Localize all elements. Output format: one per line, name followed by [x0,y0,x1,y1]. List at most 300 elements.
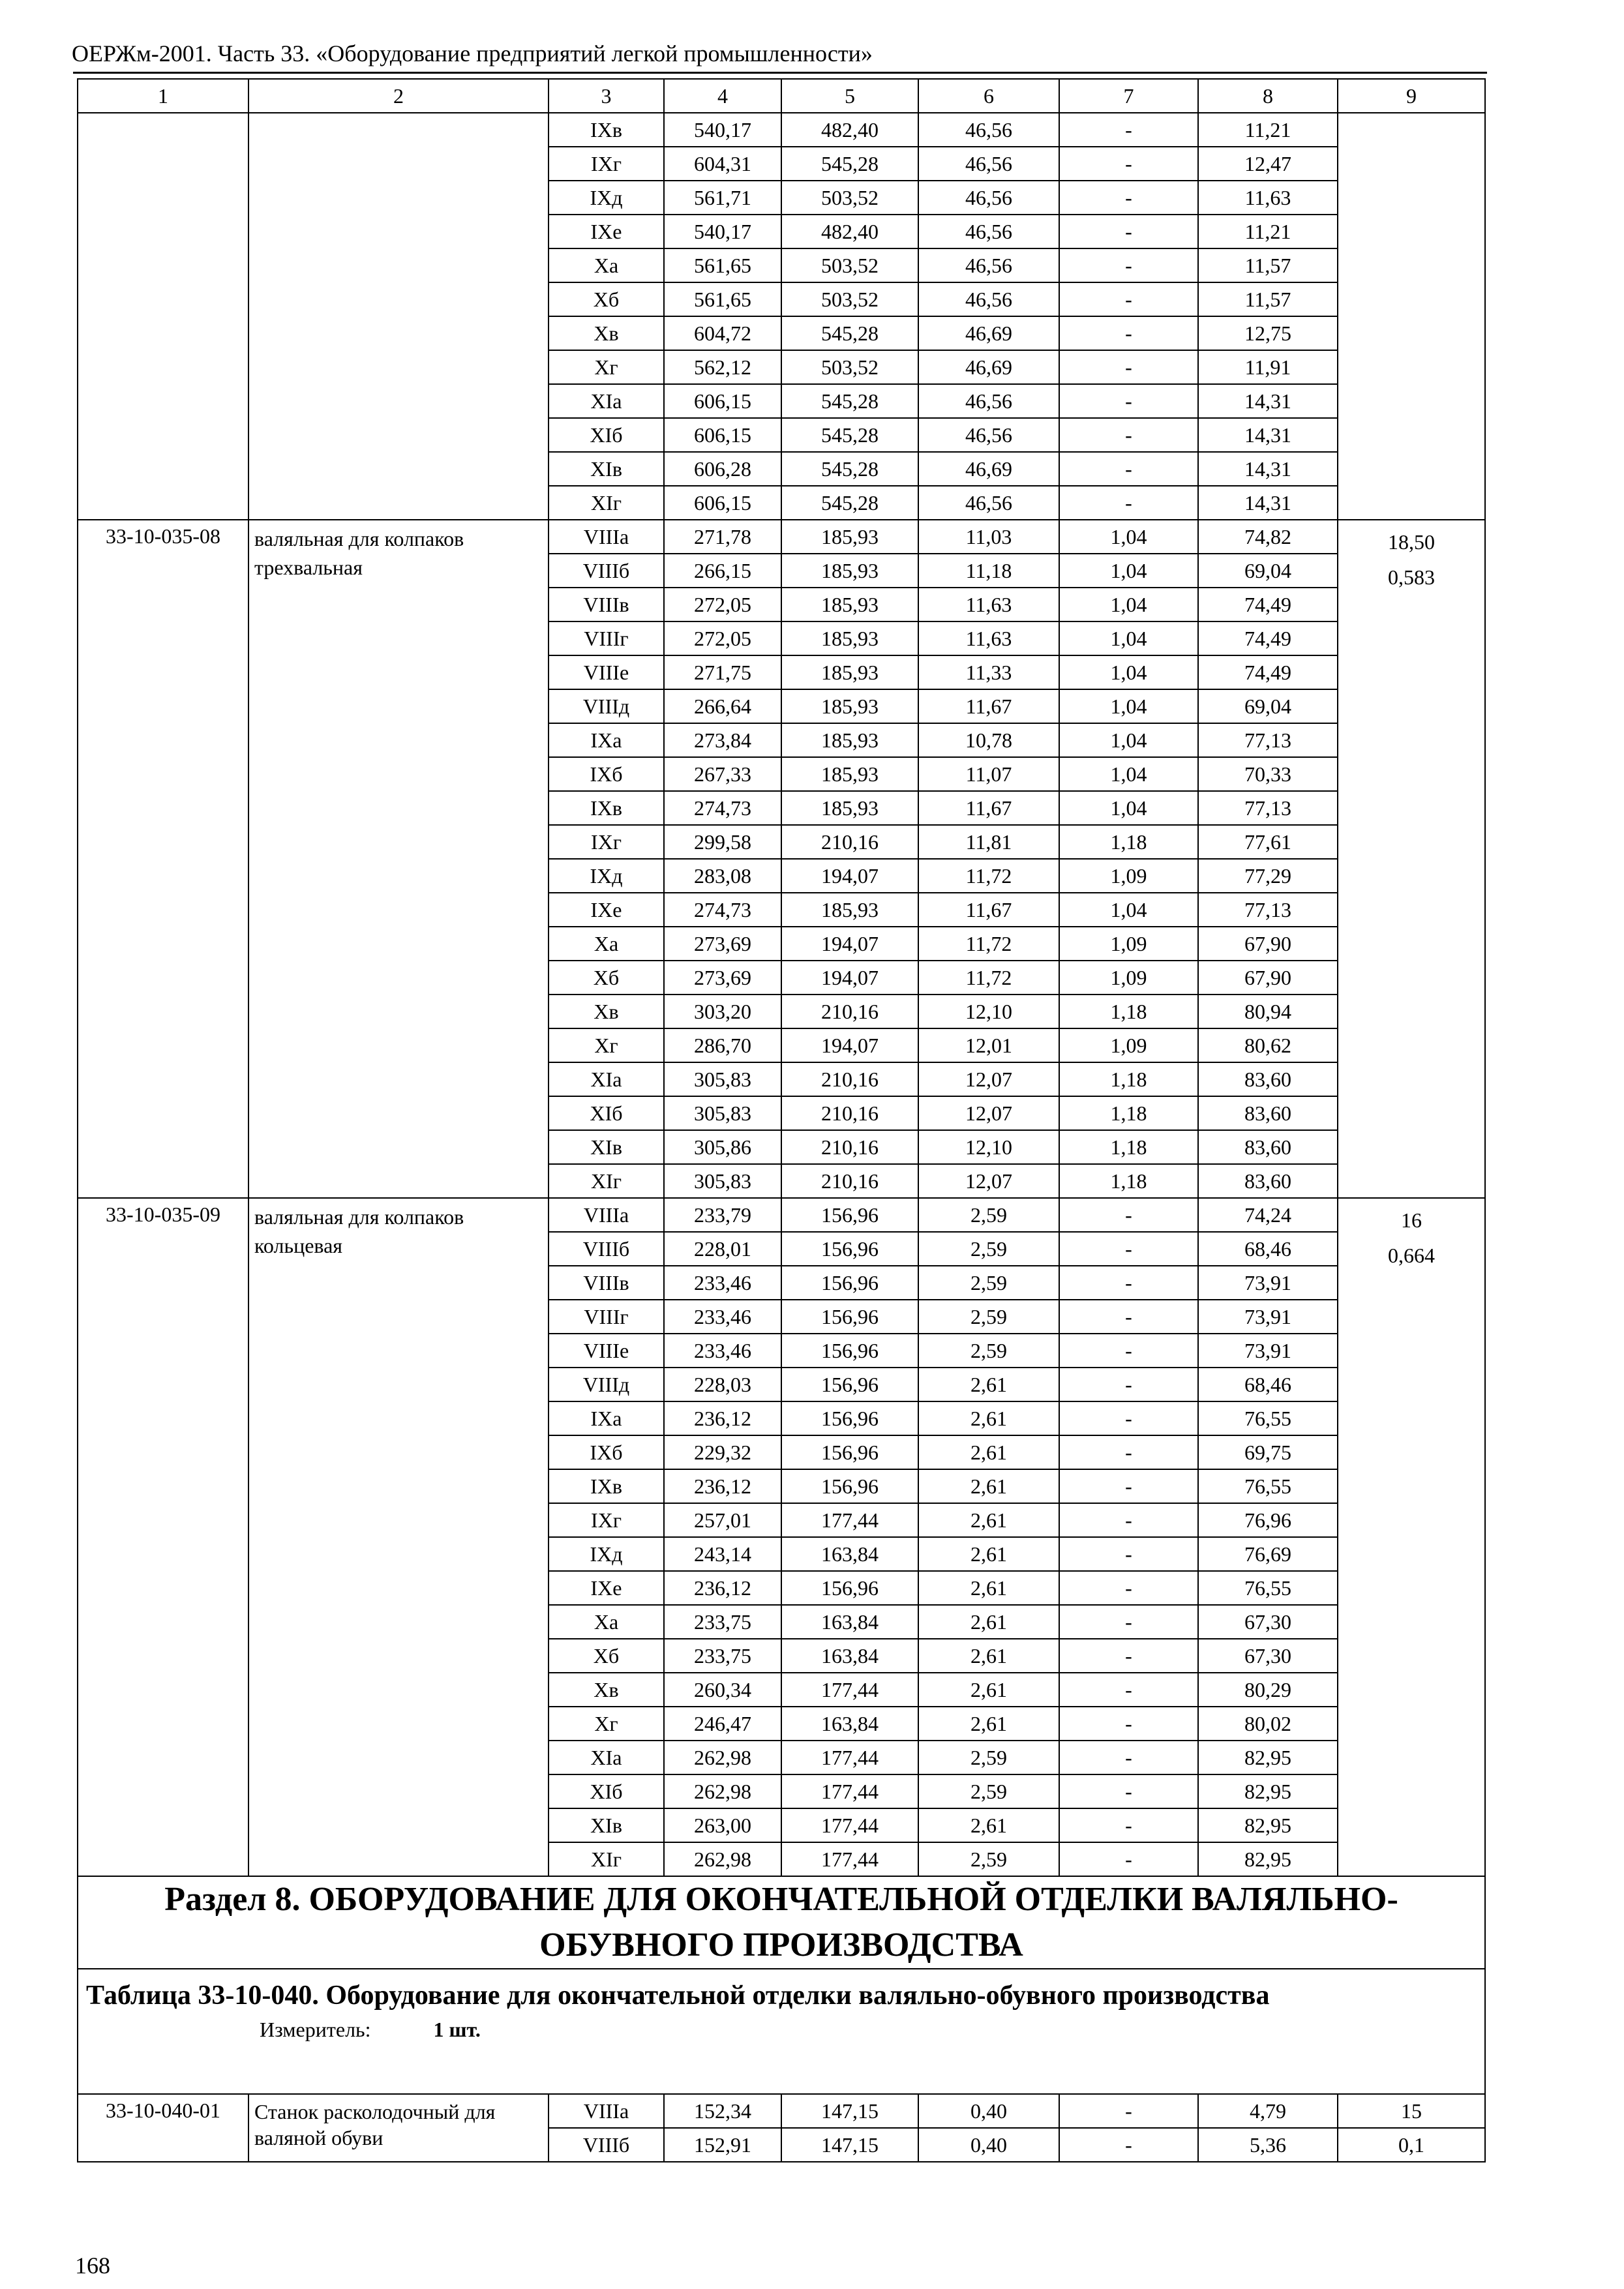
cell-col-6: 46,56 [918,248,1059,282]
cell-col-4: 273,84 [664,723,781,757]
cell-col-5: 194,07 [781,927,918,961]
cell-col-3: VIIIa [549,520,664,554]
cell-col-8: 77,13 [1198,723,1338,757]
cell-col-6: 2,59 [918,1741,1059,1774]
cell-col-3: Xв [549,1673,664,1707]
cell-col-3: IXв [549,791,664,825]
cell-col-6: 11,72 [918,927,1059,961]
cell-col-8: 77,13 [1198,893,1338,927]
cell-col-8: 11,21 [1198,215,1338,248]
cell-col-8: 4,79 [1198,2094,1338,2128]
cell-col-8: 83,60 [1198,1130,1338,1164]
cell-col-7: - [1059,215,1198,248]
cell-col-7: 1,04 [1059,757,1198,791]
cell-col-6: 11,72 [918,961,1059,995]
cell-col-6: 2,61 [918,1808,1059,1842]
item-name: валяльная для колпаков кольцевая [248,1198,549,1876]
cell-col-8: 67,90 [1198,961,1338,995]
measure-label: Измеритель: [260,2018,371,2041]
cell-col-4: 262,98 [664,1741,781,1774]
cell-col-8: 83,60 [1198,1062,1338,1096]
cell-col-7: 1,18 [1059,1096,1198,1130]
cell-col-3: XIв [549,1808,664,1842]
cell-col-4: 283,08 [664,859,781,893]
cell-col-8: 74,49 [1198,621,1338,655]
cell-col-7: - [1059,2128,1198,2162]
cell-col-5: 210,16 [781,1096,918,1130]
cell-col-7: - [1059,2094,1198,2128]
cell-col-5: 177,44 [781,1503,918,1537]
cell-col-5: 177,44 [781,1842,918,1876]
cell-col-5: 482,40 [781,215,918,248]
cell-col-7: 1,09 [1059,859,1198,893]
column-number: 7 [1059,79,1198,113]
cell-col-4: 263,00 [664,1808,781,1842]
cell-col-4: 305,86 [664,1130,781,1164]
price-table [77,78,1486,2162]
cell-col-8: 80,94 [1198,995,1338,1028]
cell-col-4: 233,46 [664,1266,781,1300]
cell-col-3: XIa [549,1741,664,1774]
cell-col-3: IXд [549,1537,664,1571]
cell-col-4: 260,34 [664,1673,781,1707]
cell-col-6: 12,07 [918,1164,1059,1198]
cell-col-7: 1,04 [1059,520,1198,554]
cell-col-5: 210,16 [781,825,918,859]
cell-col-6: 2,61 [918,1401,1059,1435]
cell-col-5: 156,96 [781,1266,918,1300]
cell-col-5: 185,93 [781,621,918,655]
cell-col-3: IXг [549,825,664,859]
cell-col-5: 503,52 [781,248,918,282]
cell-col-7: - [1059,1808,1198,1842]
cell-col-8: 73,91 [1198,1300,1338,1334]
cell-col-8: 70,33 [1198,757,1338,791]
cell-col-5: 503,52 [781,282,918,316]
cell-col-7: 1,04 [1059,588,1198,621]
cell-col-7: - [1059,248,1198,282]
cell-col-4: 604,72 [664,316,781,350]
cell-col-7: - [1059,316,1198,350]
cell-col-8: 14,31 [1198,418,1338,452]
cell-col-7: 1,18 [1059,995,1198,1028]
cell-col-5: 185,93 [781,554,918,588]
cell-col-3: VIIIд [549,689,664,723]
column-number: 5 [781,79,918,113]
cell-col-5: 156,96 [781,1435,918,1469]
cell-col-3: IXг [549,1503,664,1537]
cell-col-6: 2,61 [918,1571,1059,1605]
table-caption: Таблица 33-10-040. Оборудование для окончательной отделки валяльно-обувного производства [86,1981,1270,2011]
cell-col-6: 11,07 [918,757,1059,791]
cell-col-4: 303,20 [664,995,781,1028]
cell-col-6: 11,81 [918,825,1059,859]
cell-col-8: 80,29 [1198,1673,1338,1707]
cell-col-3: VIIIв [549,588,664,621]
cell-col-3: Xг [549,350,664,384]
cell-col-6: 2,61 [918,1368,1059,1401]
cell-col-4: 540,17 [664,113,781,147]
cell-col-4: 243,14 [664,1537,781,1571]
cell-col-6: 2,61 [918,1537,1059,1571]
cell-col-4: 236,12 [664,1571,781,1605]
cell-col-4: 273,69 [664,927,781,961]
cell-col-7: 1,09 [1059,1028,1198,1062]
column-number-row [78,79,1485,113]
cell-col-7: 1,18 [1059,825,1198,859]
cell-col-3: XIв [549,452,664,486]
cell-col-6: 2,61 [918,1469,1059,1503]
cell-col-4: 604,31 [664,147,781,181]
cell-col-9 [1338,113,1485,520]
cell-col-3: IXб [549,757,664,791]
cell-col-5: 503,52 [781,350,918,384]
cell-col-3: IXa [549,723,664,757]
cell-col-4: 236,12 [664,1469,781,1503]
cell-col-3: VIIIе [549,655,664,689]
cell-col-7: 1,18 [1059,1062,1198,1096]
cell-col-4: 233,46 [664,1300,781,1334]
cell-col-5: 156,96 [781,1469,918,1503]
col9-value: 0,664 [1388,1244,1435,1267]
cell-col-3: VIIIa [549,2094,664,2128]
cell-col-8: 80,02 [1198,1707,1338,1741]
cell-col-6: 12,10 [918,995,1059,1028]
cell-col-9: 15 [1338,2094,1485,2128]
cell-col-5: 156,96 [781,1334,918,1368]
cell-col-4: 562,12 [664,350,781,384]
table-row [78,2094,1485,2128]
column-number: 8 [1198,79,1338,113]
cell-col-7: - [1059,1266,1198,1300]
cell-col-8: 67,90 [1198,927,1338,961]
cell-col-7: - [1059,1774,1198,1808]
cell-col-5: 177,44 [781,1774,918,1808]
cell-col-3: Xг [549,1028,664,1062]
cell-col-6: 2,61 [918,1503,1059,1537]
cell-col-7: 1,09 [1059,927,1198,961]
cell-col-4: 272,05 [664,588,781,621]
table-row [78,113,1485,147]
cell-col-8: 74,24 [1198,1198,1338,1232]
cell-col-8: 76,69 [1198,1537,1338,1571]
cell-col-5: 210,16 [781,995,918,1028]
cell-col-4: 305,83 [664,1096,781,1130]
cell-col-8: 83,60 [1198,1164,1338,1198]
cell-col-8: 76,96 [1198,1503,1338,1537]
cell-col-3: VIIIб [549,2128,664,2162]
cell-col-5: 156,96 [781,1401,918,1435]
cell-col-5: 156,96 [781,1368,918,1401]
cell-col-5: 163,84 [781,1707,918,1741]
cell-col-5: 503,52 [781,181,918,215]
item-code: 33-10-035-08 [78,520,248,1198]
cell-col-6: 46,56 [918,181,1059,215]
cell-col-6: 46,56 [918,418,1059,452]
item-code: 33-10-035-09 [78,1198,248,1876]
cell-col-5: 545,28 [781,147,918,181]
cell-col-8: 74,49 [1198,588,1338,621]
cell-col-4: 229,32 [664,1435,781,1469]
cell-col-3: IXе [549,1571,664,1605]
page-number: 168 [75,2252,110,2279]
cell-col-4: 266,64 [664,689,781,723]
cell-col-3: Xa [549,248,664,282]
column-number: 6 [918,79,1059,113]
cell-col-8: 12,75 [1198,316,1338,350]
cell-col-8: 11,57 [1198,248,1338,282]
cell-col-4: 236,12 [664,1401,781,1435]
item-code [78,113,248,520]
column-number: 3 [549,79,664,113]
cell-col-3: XIa [549,1062,664,1096]
cell-col-7: - [1059,1605,1198,1639]
cell-col-7: 1,04 [1059,655,1198,689]
cell-col-7: - [1059,147,1198,181]
cell-col-3: VIIIб [549,1232,664,1266]
caption-row [78,1969,1485,2094]
cell-col-6: 11,63 [918,621,1059,655]
col9-value: 16 [1401,1208,1422,1232]
column-number: 2 [248,79,549,113]
cell-col-9 [1338,520,1485,1198]
cell-col-8: 77,29 [1198,859,1338,893]
cell-col-8: 73,91 [1198,1334,1338,1368]
cell-col-7: - [1059,1842,1198,1876]
cell-col-6: 11,33 [918,655,1059,689]
cell-col-5: 194,07 [781,1028,918,1062]
col9-value: 18,50 [1388,530,1435,554]
cell-col-7: - [1059,1503,1198,1537]
cell-col-5: 185,93 [781,520,918,554]
cell-col-5: 163,84 [781,1605,918,1639]
cell-col-7: - [1059,282,1198,316]
cell-col-7: - [1059,350,1198,384]
cell-col-6: 46,69 [918,316,1059,350]
cell-col-6: 2,61 [918,1639,1059,1673]
cell-col-6: 46,56 [918,113,1059,147]
cell-col-6: 11,67 [918,689,1059,723]
cell-col-5: 177,44 [781,1741,918,1774]
header-divider [73,72,1487,74]
cell-col-5: 163,84 [781,1639,918,1673]
cell-col-3: IXв [549,1469,664,1503]
cell-col-4: 286,70 [664,1028,781,1062]
cell-col-6: 2,59 [918,1198,1059,1232]
cell-col-6: 2,59 [918,1266,1059,1300]
cell-col-4: 274,73 [664,893,781,927]
cell-col-4: 271,78 [664,520,781,554]
cell-col-5: 156,96 [781,1300,918,1334]
cell-col-4: 540,17 [664,215,781,248]
cell-col-7: - [1059,486,1198,520]
cell-col-7: 1,18 [1059,1164,1198,1198]
cell-col-3: IXa [549,1401,664,1435]
cell-col-5: 545,28 [781,452,918,486]
cell-col-5: 185,93 [781,757,918,791]
section-heading: Раздел 8. ОБОРУДОВАНИЕ ДЛЯ ОКОНЧАТЕЛЬНОЙ ОТДЕЛКИ ВАЛЯЛЬНО-ОБУВНОГО ПРОИЗВОДСТВА [78,1876,1485,1969]
cell-col-3: VIIIa [549,1198,664,1232]
cell-col-5: 210,16 [781,1062,918,1096]
cell-col-4: 246,47 [664,1707,781,1741]
col9-value: 0,583 [1388,565,1435,589]
cell-col-6: 2,61 [918,1435,1059,1469]
cell-col-6: 12,07 [918,1096,1059,1130]
cell-col-4: 266,15 [664,554,781,588]
cell-col-9: 0,1 [1338,2128,1485,2162]
cell-col-5: 545,28 [781,486,918,520]
column-number: 9 [1338,79,1485,113]
cell-col-4: 299,58 [664,825,781,859]
cell-col-7: - [1059,1469,1198,1503]
table-caption-cell [78,1969,1485,2094]
cell-col-3: IXд [549,181,664,215]
cell-col-3: Xв [549,316,664,350]
cell-col-3: Xг [549,1707,664,1741]
cell-col-3: XIa [549,384,664,418]
cell-col-4: 233,75 [664,1639,781,1673]
cell-col-8: 83,60 [1198,1096,1338,1130]
cell-col-6: 46,69 [918,452,1059,486]
cell-col-4: 257,01 [664,1503,781,1537]
cell-col-7: - [1059,1232,1198,1266]
cell-col-3: VIIIе [549,1334,664,1368]
section-row [78,1876,1485,1969]
cell-col-3: VIIIд [549,1368,664,1401]
table-row [78,520,1485,554]
cell-col-4: 274,73 [664,791,781,825]
cell-col-5: 156,96 [781,1571,918,1605]
cell-col-3: IXг [549,147,664,181]
cell-col-4: 262,98 [664,1842,781,1876]
cell-col-8: 5,36 [1198,2128,1338,2162]
cell-col-8: 82,95 [1198,1808,1338,1842]
table-row [78,1198,1485,1232]
cell-col-5: 185,93 [781,588,918,621]
cell-col-3: Xб [549,961,664,995]
cell-col-3: XIб [549,418,664,452]
cell-col-5: 185,93 [781,791,918,825]
cell-col-3: IXе [549,215,664,248]
cell-col-6: 12,01 [918,1028,1059,1062]
cell-col-4: 228,03 [664,1368,781,1401]
cell-col-3: Xa [549,927,664,961]
cell-col-4: 267,33 [664,757,781,791]
cell-col-4: 606,15 [664,486,781,520]
cell-col-3: IXб [549,1435,664,1469]
cell-col-7: 1,18 [1059,1130,1198,1164]
cell-col-8: 14,31 [1198,384,1338,418]
measure-value: 1 шт. [433,2018,481,2041]
cell-col-4: 273,69 [664,961,781,995]
cell-col-4: 606,15 [664,418,781,452]
cell-col-5: 545,28 [781,384,918,418]
cell-col-5: 185,93 [781,689,918,723]
cell-col-6: 46,56 [918,147,1059,181]
cell-col-3: Xa [549,1605,664,1639]
cell-col-4: 233,79 [664,1198,781,1232]
cell-col-8: 80,62 [1198,1028,1338,1062]
cell-col-4: 305,83 [664,1062,781,1096]
cell-col-8: 73,91 [1198,1266,1338,1300]
cell-col-5: 177,44 [781,1673,918,1707]
cell-col-5: 156,96 [781,1232,918,1266]
cell-col-8: 82,95 [1198,1741,1338,1774]
cell-col-8: 69,04 [1198,554,1338,588]
cell-col-8: 69,04 [1198,689,1338,723]
cell-col-8: 12,47 [1198,147,1338,181]
cell-col-4: 262,98 [664,1774,781,1808]
cell-col-5: 545,28 [781,316,918,350]
cell-col-7: - [1059,1707,1198,1741]
cell-col-3: IXд [549,859,664,893]
cell-col-6: 12,10 [918,1130,1059,1164]
cell-col-4: 606,15 [664,384,781,418]
cell-col-7: - [1059,452,1198,486]
column-number: 1 [78,79,248,113]
cell-col-4: 233,46 [664,1334,781,1368]
column-number: 4 [664,79,781,113]
cell-col-6: 2,61 [918,1673,1059,1707]
cell-col-8: 11,91 [1198,350,1338,384]
cell-col-3: Xб [549,282,664,316]
cell-col-8: 77,61 [1198,825,1338,859]
cell-col-7: - [1059,1435,1198,1469]
item-code: 33-10-040-01 [78,2094,248,2162]
cell-col-3: Xв [549,995,664,1028]
cell-col-6: 2,59 [918,1334,1059,1368]
cell-col-7: - [1059,1639,1198,1673]
cell-col-4: 271,75 [664,655,781,689]
item-name [248,113,549,520]
cell-col-5: 194,07 [781,961,918,995]
cell-col-6: 2,59 [918,1232,1059,1266]
cell-col-8: 11,63 [1198,181,1338,215]
cell-col-4: 233,75 [664,1605,781,1639]
cell-col-5: 185,93 [781,893,918,927]
cell-col-5: 210,16 [781,1130,918,1164]
cell-col-3: VIIIг [549,621,664,655]
cell-col-7: - [1059,418,1198,452]
cell-col-7: - [1059,1673,1198,1707]
cell-col-7: - [1059,1537,1198,1571]
cell-col-6: 46,56 [918,282,1059,316]
cell-col-3: XIг [549,1164,664,1198]
cell-col-8: 82,95 [1198,1842,1338,1876]
cell-col-3: XIв [549,1130,664,1164]
cell-col-8: 14,31 [1198,486,1338,520]
cell-col-6: 12,07 [918,1062,1059,1096]
cell-col-6: 2,61 [918,1605,1059,1639]
cell-col-5: 163,84 [781,1537,918,1571]
cell-col-6: 11,67 [918,791,1059,825]
cell-col-6: 2,59 [918,1774,1059,1808]
cell-col-4: 561,65 [664,282,781,316]
cell-col-7: - [1059,1401,1198,1435]
cell-col-4: 152,91 [664,2128,781,2162]
cell-col-3: XIб [549,1774,664,1808]
cell-col-7: - [1059,1571,1198,1605]
cell-col-3: IXв [549,113,664,147]
cell-col-7: - [1059,1198,1198,1232]
cell-col-8: 74,82 [1198,520,1338,554]
item-name: Станок расколодочный для валяной обуви [248,2094,549,2162]
cell-col-5: 210,16 [781,1164,918,1198]
cell-col-4: 561,65 [664,248,781,282]
cell-col-8: 68,46 [1198,1232,1338,1266]
cell-col-5: 194,07 [781,859,918,893]
cell-col-8: 74,49 [1198,655,1338,689]
